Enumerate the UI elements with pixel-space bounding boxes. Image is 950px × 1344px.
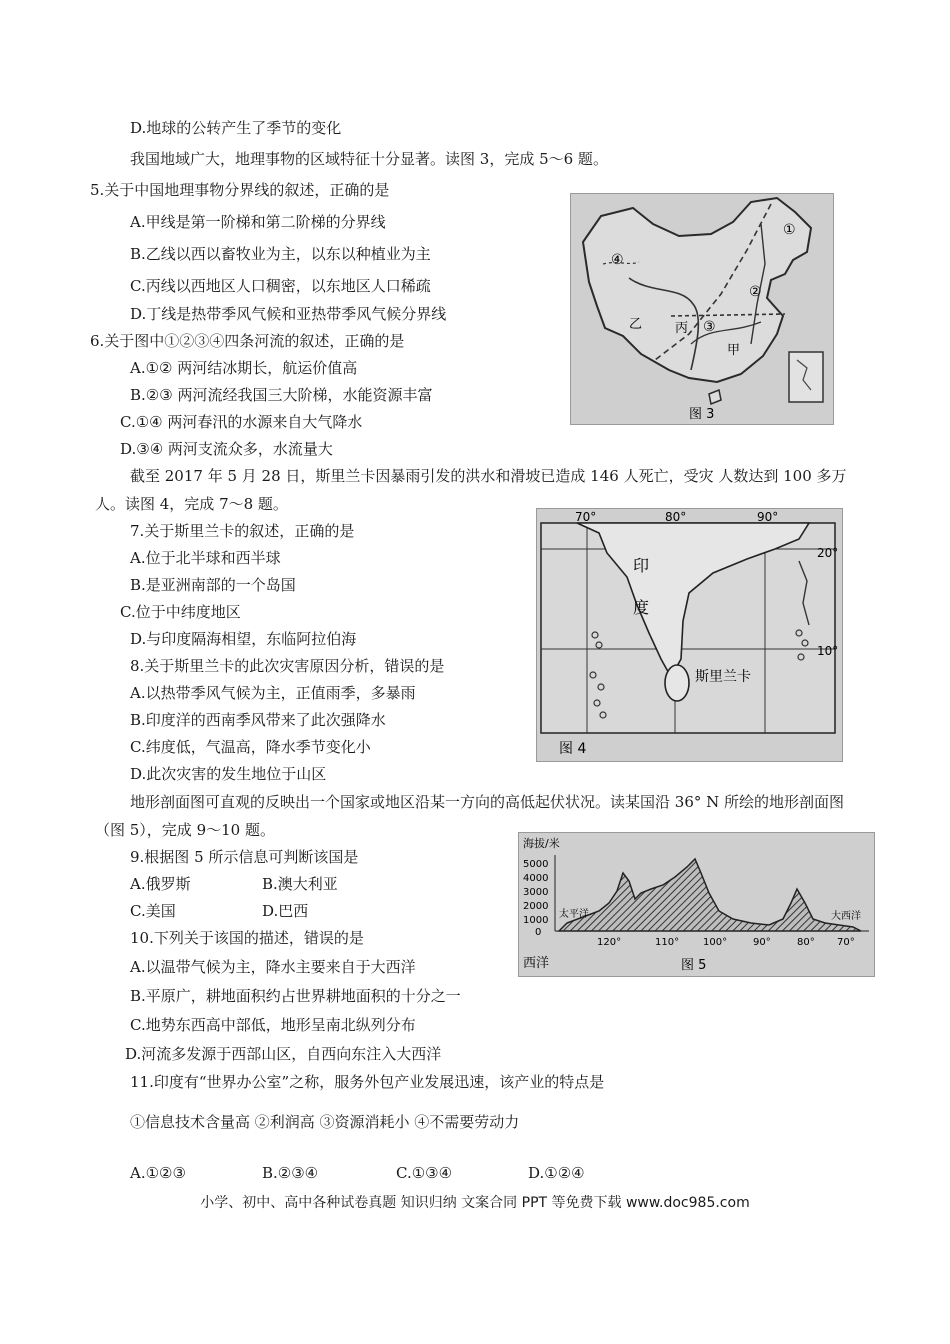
q7-option-c: C.位于中纬度地区 <box>120 603 241 621</box>
atlantic-label: 大西洋 <box>831 911 861 922</box>
q5-stem: 5.关于中国地理事物分界线的叙述，正确的是 <box>90 181 390 199</box>
line-yi-label: 乙 <box>629 317 643 332</box>
q7-option-a: A.位于北半球和西半球 <box>130 549 281 567</box>
q10-option-a: A.以温带气候为主，降水主要来自于大西洋 <box>130 958 416 976</box>
q10-stem: 10.下列关于该国的描述，错误的是 <box>130 929 364 947</box>
q8-stem: 8.关于斯里兰卡的此次灾害原因分析，错误的是 <box>130 657 445 675</box>
figure-5-terrain-profile <box>518 832 875 977</box>
q6-option-b: B.②③ 两河流经我国三大阶梯，水能资源丰富 <box>130 386 433 404</box>
q10-option-c: C.地势东西高中部低，地形呈南北纵列分布 <box>130 1016 416 1034</box>
lat-10-label: 10° <box>817 644 839 658</box>
q8-option-c: C.纬度低，气温高，降水季节变化小 <box>130 738 371 756</box>
q6-option-c: C.①④ 两河春汛的水源来自大气降水 <box>120 413 363 431</box>
figure-3-caption: 图 3 <box>689 407 715 422</box>
q9-option-c: C.美国 <box>130 902 176 920</box>
y-tick-3000: 3000 <box>523 887 549 898</box>
cropped-caption-text: 西洋 <box>523 956 550 971</box>
line-jia-label: 甲 <box>727 343 741 358</box>
figure-4-caption: 图 4 <box>559 741 587 757</box>
x-tick-80: 80° <box>797 937 815 948</box>
y-axis-title: 海拔/米 <box>523 837 560 850</box>
river-1-label: ① <box>783 222 796 238</box>
x-tick-100: 100° <box>703 937 728 948</box>
q6-option-a: A.①② 两河结冰期长，航运价值高 <box>130 359 358 377</box>
x-tick-90: 90° <box>753 937 771 948</box>
q11-option-c: C.①③④ <box>396 1164 453 1182</box>
river-4-label: ④ <box>611 252 624 268</box>
lat-20-label: 20° <box>817 546 839 560</box>
q8-option-a: A.以热带季风气候为主，正值雨季，多暴雨 <box>130 684 416 702</box>
y-tick-5000: 5000 <box>523 859 549 870</box>
india-label-2: 度 <box>633 598 650 617</box>
river-2-label: ② <box>749 284 762 300</box>
q9-option-a: A.俄罗斯 <box>130 875 191 893</box>
y-tick-1000: 1000 <box>523 915 549 926</box>
q6-option-d: D.③④ 两河支流众多，水流量大 <box>120 440 333 458</box>
x-tick-110: 110° <box>655 937 680 948</box>
q11-option-b: B.②③④ <box>262 1164 319 1182</box>
q11-option-a: A.①②③ <box>130 1164 186 1182</box>
figure-3-china-map <box>570 193 834 425</box>
lon-90-label: 90° <box>757 510 779 524</box>
line-bing-label: 丙 <box>675 321 689 336</box>
q7-option-d: D.与印度隔海相望，东临阿拉伯海 <box>130 630 357 648</box>
figure-4-sri-lanka-map <box>536 508 843 762</box>
q4-option-d: D.地球的公转产生了季节的变化 <box>130 119 342 137</box>
sri-lanka-label: 斯里兰卡 <box>695 669 751 685</box>
y-tick-2000: 2000 <box>523 901 549 912</box>
q11-option-d: D.①②④ <box>528 1164 585 1182</box>
pacific-label: 太平洋 <box>559 909 589 920</box>
figure-5-caption: 图 5 <box>681 958 707 973</box>
q9-option-b: B.澳大利亚 <box>262 875 338 893</box>
q5-option-c: C.丙线以西地区人口稠密，以东地区人口稀疏 <box>130 277 431 295</box>
q8-option-b: B.印度洋的西南季风带来了此次强降水 <box>130 711 386 729</box>
x-tick-120: 120° <box>597 937 622 948</box>
page-footer: 小学、初中、高中各种试卷真题 知识归纳 文案合同 PPT 等免费下载 www.doc985.com <box>200 1195 750 1211</box>
q5-option-a: A.甲线是第一阶梯和第二阶梯的分界线 <box>130 213 386 231</box>
lon-80-label: 80° <box>665 510 687 524</box>
q11-statements: ①信息技术含量高 ②利润高 ③资源消耗小 ④不需要劳动力 <box>130 1113 520 1131</box>
q5-option-b: B.乙线以西以畜牧业为主，以东以种植业为主 <box>130 245 431 263</box>
x-tick-70: 70° <box>837 937 855 948</box>
q7-stem: 7.关于斯里兰卡的叙述，正确的是 <box>130 522 355 540</box>
q10-option-d: D.河流多发源于西部山区，自西向东注入大西洋 <box>125 1045 442 1063</box>
intro-q5-6: 我国地域广大，地理事物的区域特征十分显著。读图 3，完成 5～6 题。 <box>130 150 608 168</box>
q10-option-b: B.平原广，耕地面积约占世界耕地面积的十分之一 <box>130 987 461 1005</box>
india-label-1: 印 <box>633 556 650 575</box>
q5-option-d: D.丁线是热带季风气候和亚热带季风气候分界线 <box>130 305 447 323</box>
q7-option-b: B.是亚洲南部的一个岛国 <box>130 576 296 594</box>
intro-q7-8: 截至 2017 年 5 月 28 日，斯里兰卡因暴雨引发的洪水和滑坡已造成 146 人死亡，受灾 人数达到 100 多万人。读图 4，完成 7～8 题。 <box>95 467 847 513</box>
q9-option-d: D.巴西 <box>262 902 309 920</box>
q9-stem: 9.根据图 5 所示信息可判断该国是 <box>130 848 359 866</box>
q11-stem: 11.印度有“世界办公室”之称，服务外包产业发展迅速，该产业的特点是 <box>130 1073 605 1091</box>
y-tick-0: 0 <box>535 927 542 938</box>
q6-stem: 6.关于图中①②③④四条河流的叙述，正确的是 <box>90 332 405 350</box>
intro-q9-10: 地形剖面图可直观的反映出一个国家或地区沿某一方向的高低起伏状况。读某国沿 36° N 所绘的地形剖面图（图 5），完成 9～10 题。 <box>95 793 845 839</box>
lon-70-label: 70° <box>575 510 597 524</box>
river-3-label: ③ <box>703 319 716 335</box>
q8-option-d: D.此次灾害的发生地位于山区 <box>130 765 327 783</box>
y-tick-4000: 4000 <box>523 873 549 884</box>
